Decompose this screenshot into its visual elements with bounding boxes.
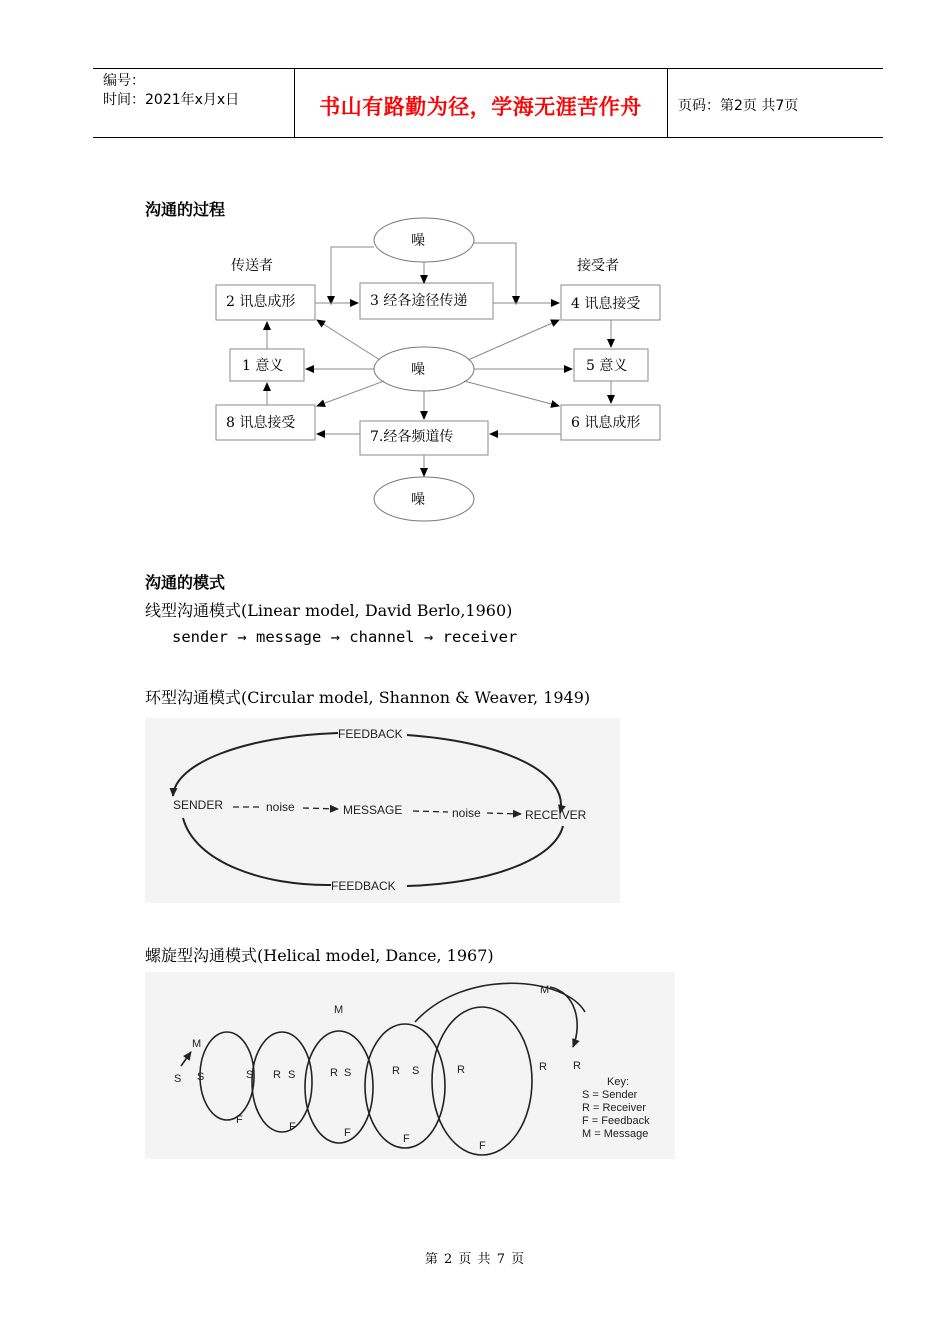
helical-label-f1: F [236, 1114, 243, 1126]
helical-label-r4: R [457, 1064, 465, 1076]
feedback-top-label: FEEDBACK [338, 727, 403, 741]
helical-label-f3: F [344, 1127, 351, 1139]
helical-label-s0: S [174, 1073, 182, 1085]
sender-label: 传送者 [231, 258, 273, 274]
page-footer: 第 2 页 共 7 页 [424, 1252, 526, 1267]
helical-model-figure [145, 972, 675, 1159]
helical-label-m2: M [334, 1004, 344, 1016]
message-label: MESSAGE [343, 803, 403, 817]
process-section-title: 沟通的过程 [145, 200, 226, 219]
box-2-label: 2 讯息成形 [226, 294, 296, 310]
key-sender: S = Sender [582, 1089, 638, 1101]
helical-label-s5: S [412, 1065, 420, 1077]
box-7-label: 7.经各频道传 [370, 429, 454, 445]
box-6-label: 6 讯息成形 [571, 415, 641, 431]
helical-label-r1: R [273, 1069, 281, 1081]
helical-label-m3: M [540, 984, 550, 996]
helical-label-m1: M [192, 1038, 202, 1050]
noise-label-2: noise [452, 806, 481, 820]
sender-label: SENDER [173, 798, 224, 812]
time-label: 时间：2021年x月x日 [103, 92, 240, 108]
box-3-label: 3 经各途径传递 [370, 293, 468, 309]
noise-center-label: 噪 [411, 362, 425, 378]
circular-model-title: 环型沟通模式(Circular model, Shannon & Weaver, 1949) [145, 688, 591, 707]
key-receiver: R = Receiver [582, 1102, 646, 1114]
linear-model-flow: sender → message → channel → receiver [172, 628, 518, 646]
helical-label-r3: R [392, 1065, 400, 1077]
noise-top-label: 噪 [411, 233, 425, 249]
helical-label-f4: F [403, 1133, 410, 1145]
circular-model-figure [145, 718, 620, 903]
helical-label-s4: S [344, 1067, 352, 1079]
key-title: Key: [607, 1076, 630, 1088]
models-section-title: 沟通的模式 [145, 573, 226, 592]
process-diagram [0, 0, 950, 540]
helical-label-f5: F [479, 1140, 486, 1152]
helical-label-f2: F [289, 1121, 296, 1133]
helical-label-s1: S [197, 1071, 205, 1083]
serial-number-label: 编号： [103, 73, 145, 89]
box-8-label: 8 讯息接受 [226, 415, 296, 431]
motto-text: 书山有路勤为径，学海无涯苦作舟 [319, 95, 642, 119]
helical-label-s3: S [288, 1069, 296, 1081]
helical-label-s2: S [246, 1069, 254, 1081]
linear-model-title: 线型沟通模式(Linear model, David Berlo,1960) [145, 601, 513, 620]
receiver-label: RECEIVER [525, 808, 587, 822]
helical-label-r5: R [539, 1061, 547, 1073]
helical-label-r6: R [573, 1060, 581, 1072]
helical-label-r2: R [330, 1067, 338, 1079]
noise-bottom-label: 噪 [411, 492, 425, 508]
key-message: M = Message [582, 1128, 649, 1140]
box-1-label: 1 意义 [242, 358, 284, 374]
page-info: 页码：第2页 共7页 [678, 98, 799, 114]
receiver-label: 接受者 [577, 258, 619, 274]
feedback-bottom-label: FEEDBACK [331, 879, 396, 893]
noise-label-1: noise [266, 800, 295, 814]
box-5-label: 5 意义 [586, 358, 628, 374]
box-4-label: 4 讯息接受 [571, 296, 641, 312]
key-feedback: F = Feedback [582, 1115, 650, 1127]
helical-model-title: 螺旋型沟通模式(Helical model, Dance, 1967) [145, 946, 494, 965]
